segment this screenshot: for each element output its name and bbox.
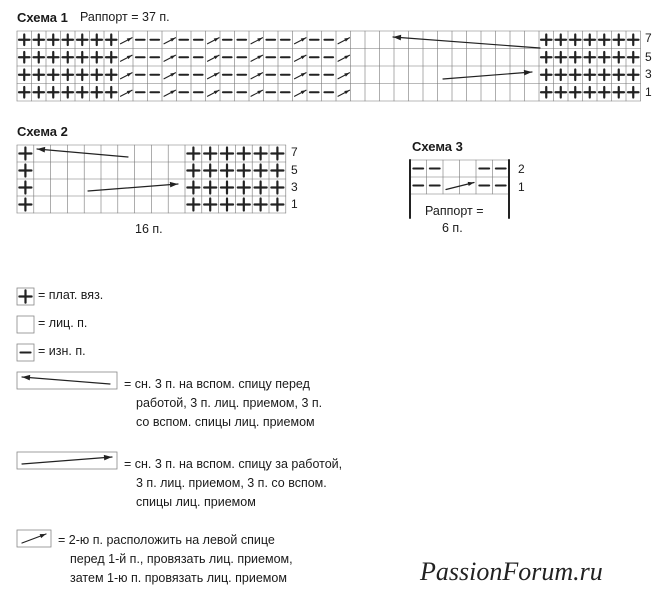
legend-minus-text: = изн. п. xyxy=(38,344,86,358)
legend-plus-text: = плат. вяз. xyxy=(38,288,104,302)
legend-twist-line2: перед 1-й п., провязать лиц. приемом, xyxy=(70,552,293,566)
scheme3-title: Схема 3 xyxy=(412,139,463,154)
scheme1-row-3: 3 xyxy=(645,67,652,81)
legend-twist-line1: = 2-ю п. расположить на левой спице xyxy=(58,533,275,547)
watermark: PassionForum.ru xyxy=(420,557,603,586)
scheme2-width-label: 16 п. xyxy=(135,222,163,236)
legend-cross-left-line2: работой, 3 п. лиц. приемом, 3 п. xyxy=(136,396,323,410)
scheme1-row-1: 1 xyxy=(645,85,652,99)
scheme1-row-5: 5 xyxy=(645,50,652,64)
legend-blank-box xyxy=(17,316,34,333)
legend-cross-right-line1: = сн. 3 п. на вспом. спицу за работой, xyxy=(124,457,343,471)
legend-cross-left-line1: = сн. 3 п. на вспом. спицу перед xyxy=(124,377,310,391)
scheme1-row-7: 7 xyxy=(645,31,652,45)
scheme2-row-5: 5 xyxy=(291,163,298,177)
legend-cross-left-line3: со вспом. спицы лиц. приемом xyxy=(136,415,315,429)
legend-twist-line3: затем 1-ю п. провязать лиц. приемом xyxy=(70,571,287,585)
scheme2-row-1: 1 xyxy=(291,197,298,211)
scheme2-row-3: 3 xyxy=(291,180,298,194)
scheme2-title: Схема 2 xyxy=(17,124,68,139)
legend-cross-right-line3: спицы лиц. приемом xyxy=(136,495,256,509)
scheme3-rapport-line1: Раппорт = xyxy=(425,204,484,218)
legend-blank-text: = лиц. п. xyxy=(38,316,88,330)
scheme3-row-2: 2 xyxy=(518,162,525,176)
scheme3-rapport-line2: 6 п. xyxy=(442,221,463,235)
scheme1-title: Схема 1 xyxy=(17,10,68,25)
scheme2-row-7: 7 xyxy=(291,145,298,159)
scheme3-row-1: 1 xyxy=(518,180,525,194)
scheme1-rapport: Раппорт = 37 п. xyxy=(80,10,170,24)
legend-cross-right-line2: 3 п. лиц. приемом, 3 п. со вспом. xyxy=(136,476,327,490)
